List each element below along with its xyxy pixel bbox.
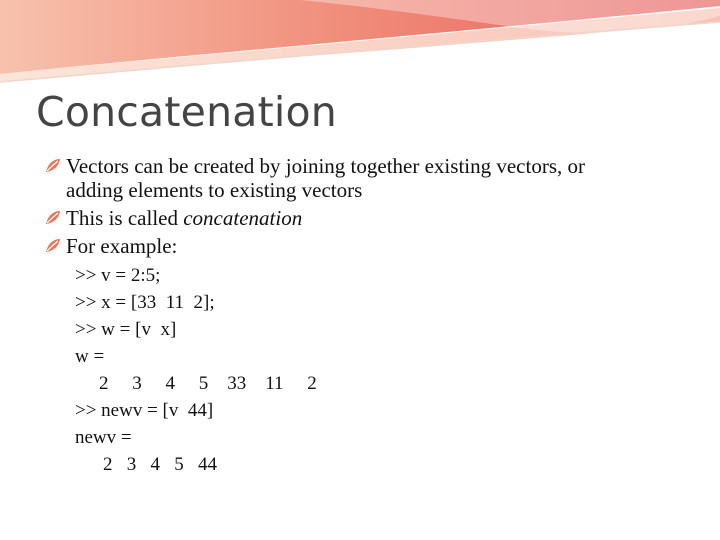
- code-example: [75, 262, 317, 478]
- code-line: >> x = [33 11 2];: [75, 292, 215, 313]
- code-line: newv =: [75, 427, 132, 448]
- code-line: >> v = 2:5;: [75, 265, 161, 286]
- slide-title: Concatenation: [36, 88, 337, 136]
- bullet-item: [44, 206, 684, 230]
- code-line: >> w = [v x]: [75, 319, 177, 340]
- leaf-bullet-icon: [44, 157, 62, 175]
- code-line: w =: [75, 346, 105, 367]
- bullet-item: [44, 154, 684, 202]
- bullet-text-emphasis: concatenation: [183, 206, 303, 230]
- leaf-bullet-icon: [44, 237, 62, 255]
- code-output-line: 2 3 4 5 33 11 2: [99, 373, 317, 394]
- bullet-text-line-1: Vectors can be created by joining together existing vectors, or: [66, 154, 585, 178]
- code-line: >> newv = [v 44]: [75, 400, 214, 421]
- bullet-item: [44, 234, 684, 258]
- bullet-text: For example:: [66, 234, 178, 258]
- code-output-line: 2 3 4 5 44: [103, 454, 217, 475]
- leaf-bullet-icon: [44, 209, 62, 227]
- bullet-text: This is called: [66, 206, 184, 230]
- decorative-header-band: [0, 0, 720, 90]
- bullet-text-line-2: adding elements to existing vectors: [66, 178, 363, 202]
- bullet-list: [44, 154, 684, 262]
